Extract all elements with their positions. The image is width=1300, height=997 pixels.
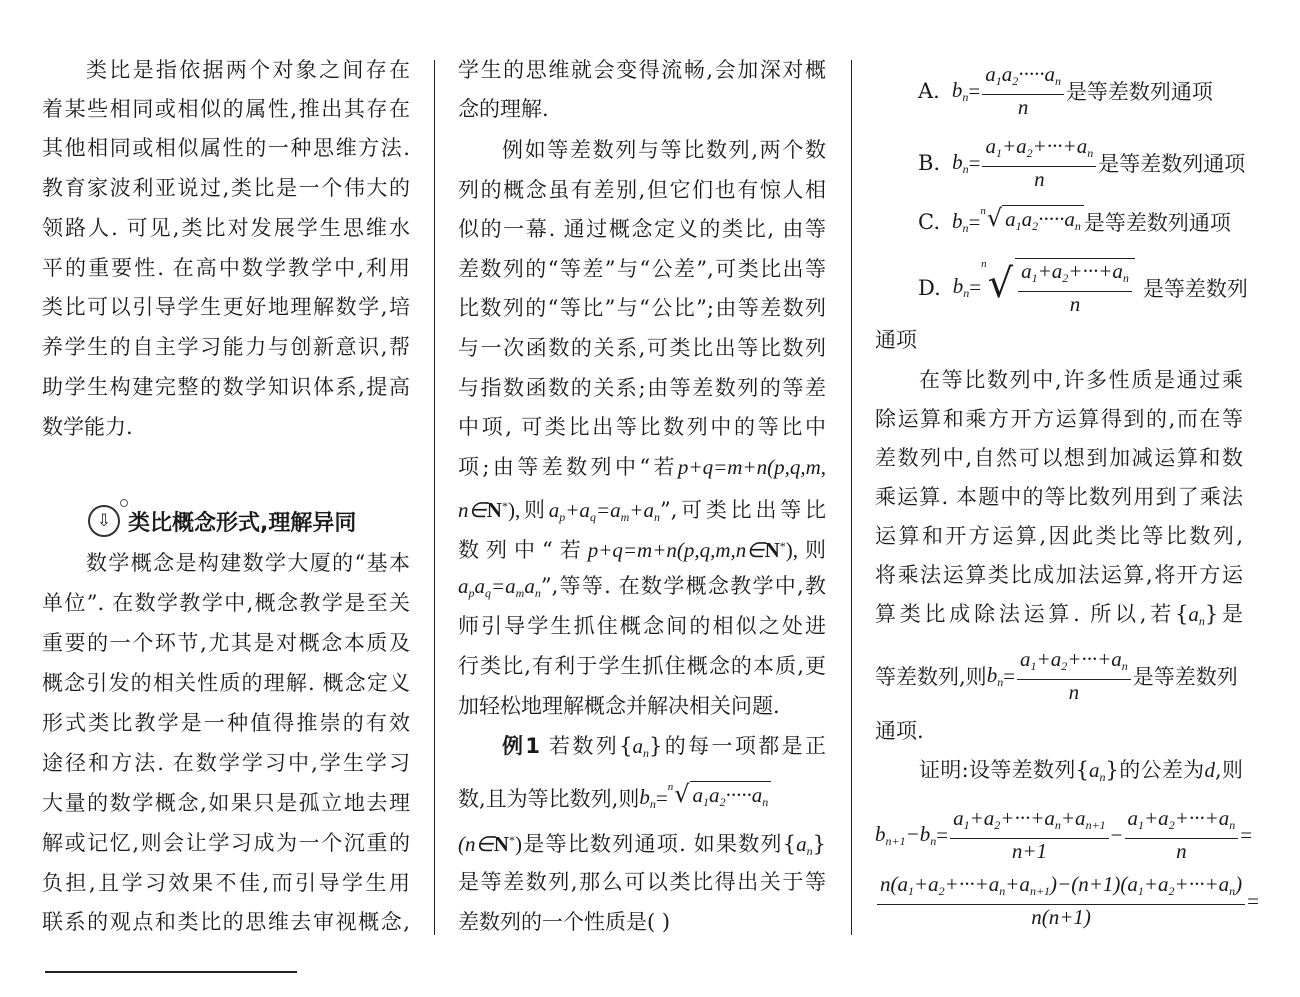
- math: N: [493, 832, 509, 856]
- text-line: 是等差数列,那么可以类比得出关于等: [458, 870, 826, 894]
- text-line: 类比可以引导学生更好地理解数学,培: [42, 295, 410, 319]
- radical-icon: √: [987, 261, 1014, 307]
- formula-line: [875, 872, 1259, 930]
- text-line: 师引导学生抓住概念间的相似之处进: [458, 614, 826, 638]
- text-line: [458, 821, 826, 860]
- text: 等差数列,则: [875, 665, 987, 689]
- math: $a_n$: [1089, 758, 1106, 784]
- math: p+q=m+n(p,q,m,: [677, 455, 826, 479]
- option-d[interactable]: [918, 258, 1248, 317]
- radical-icon: √: [674, 780, 690, 808]
- text: 算类比成除法运算. 所以,若{: [875, 602, 1189, 626]
- math: =: [655, 785, 668, 810]
- text-line: 类比是指依据两个对象之间存在: [86, 58, 410, 82]
- option-text: 是等差数列通项: [1098, 152, 1246, 176]
- nth-root: [980, 205, 1084, 239]
- math: N: [486, 498, 502, 522]
- denominator: n: [1034, 167, 1045, 191]
- text: }的公差为: [1105, 758, 1205, 782]
- option-label: C.: [918, 210, 940, 234]
- text-line: 运算和开方运算,因此类比等比数列,: [875, 524, 1243, 548]
- text-line: 单位”. 在数学教学中,概念教学是至关: [42, 591, 410, 615]
- math: (n∈: [458, 832, 494, 856]
- math: =: [968, 150, 981, 175]
- text: }: [812, 832, 826, 856]
- text-line: 其他相同或相似属性的一种思维方法.: [42, 136, 410, 160]
- nth-root: [981, 258, 1137, 317]
- text-line: 着某些相同或相似的属性,推出其存在: [42, 97, 410, 121]
- root-index: n: [980, 205, 986, 217]
- text-line: 乘运算. 本题中的等比数列用到了乘法: [875, 485, 1243, 509]
- fraction: [950, 806, 1109, 864]
- numerator: $a_1+a_2+\cdot\cdot\cdot+a_n$: [1125, 806, 1239, 839]
- denominator: n: [1068, 680, 1080, 704]
- text-line: 例如等差数列与等比数列,两个数: [502, 138, 826, 162]
- text-line: 在等比数列中,许多性质是通过乘: [919, 368, 1243, 392]
- option-c[interactable]: [918, 205, 1231, 239]
- text-line: [458, 487, 826, 526]
- text-line: 加轻松地理解概念并解决相关问题.: [458, 694, 780, 718]
- math: N: [764, 538, 780, 562]
- formula-line: [875, 806, 1252, 864]
- root-index: n: [667, 781, 674, 793]
- nth-root: [668, 781, 772, 815]
- text-line: 与指数函数的关系;由等差数列的等差: [458, 376, 826, 400]
- text-line: 大量的数学概念,如果只是孤立地去理: [42, 791, 410, 815]
- text: ”,可类比出等比: [659, 498, 826, 522]
- text-line: 重要的一个环节,尤其是对概念本质及: [42, 631, 410, 655]
- text: 数,且为等比数列,则: [458, 787, 640, 811]
- denominator: n: [1017, 95, 1029, 119]
- text-line: 将乘法运算类比成加法运算,将开方运: [875, 563, 1243, 587]
- option-label: D.: [918, 275, 941, 300]
- math: $b_{n+1}-b_n$: [875, 821, 937, 848]
- denominator: n+1: [1011, 839, 1047, 863]
- math: $b_n$: [951, 77, 969, 104]
- footnote-rule: [45, 971, 297, 973]
- numerator: $a_1+a_2+\cdot\cdot\cdot+a_n$: [982, 134, 1096, 167]
- section-heading-text: 类比概念形式,理解异同: [128, 510, 357, 536]
- math: $b_n$: [952, 208, 969, 235]
- text-line: 负担,且学习效果不佳,而引导学生用: [42, 871, 410, 895]
- fraction: [982, 62, 1064, 120]
- text-line: 念的理解.: [458, 97, 549, 121]
- text-line: 解或记忆,则会让学习成为一个沉重的: [42, 831, 410, 855]
- math: *): [508, 832, 522, 856]
- math: =: [1003, 663, 1016, 688]
- math: n∈: [458, 498, 487, 522]
- text: }是: [1204, 602, 1243, 626]
- text-line: 数学概念是构建数学大厦的“基本: [86, 551, 410, 575]
- root-index: n: [981, 258, 987, 270]
- denominator: n(n+1): [1031, 905, 1091, 929]
- text-line: 通项.: [875, 719, 924, 743]
- text-line: 助学生构建完整的数学知识体系,提高: [42, 375, 410, 399]
- denominator: n: [1176, 839, 1187, 863]
- option-label: A.: [918, 79, 940, 103]
- fraction: [1125, 806, 1239, 864]
- text-line: 中项, 可类比出等比数列中的等比中: [458, 415, 826, 439]
- math: $a_1a_2\cdot\cdot\cdot\cdot\cdot a_n$: [690, 781, 772, 815]
- column-divider: [851, 60, 852, 935]
- down-arrow-circle-icon: ⇩: [88, 505, 120, 537]
- math: $b_n$: [639, 784, 656, 811]
- math: *),则: [501, 498, 549, 522]
- numerator: $a_1+a_2+\cdot\cdot\cdot+a_n$: [1018, 259, 1132, 292]
- math: −: [1110, 822, 1123, 847]
- text-line: [875, 647, 1238, 705]
- text-line: 数学能力.: [42, 415, 133, 439]
- math: p+q=m+n(p,q,m,n∈: [587, 538, 765, 562]
- text-line: 差数列的“等差”与“公差”,可类比出等: [458, 257, 826, 281]
- text-line: [875, 751, 1243, 790]
- text-line: 列的概念虽有差别,但它们也有惊人相: [458, 178, 826, 202]
- example-line: [458, 727, 826, 766]
- denominator: n: [1069, 292, 1081, 316]
- text-line: 似的一幕. 通过概念定义的类比, 由等: [458, 217, 826, 241]
- math: =: [1247, 888, 1259, 913]
- text-line: 领路人. 可见,类比对发展学生思维水: [42, 216, 410, 240]
- text: 项;由等差数列中“若: [458, 455, 678, 479]
- example-label: 例1: [502, 734, 540, 758]
- text-line: [458, 448, 826, 487]
- math: $b_n$: [986, 662, 1004, 689]
- text-line: 概念引发的相关性质的理解. 概念定义: [42, 671, 410, 695]
- text-line: 除运算和乘方开方运算得到的,而在等: [875, 407, 1243, 431]
- text-line: 养学生的自主学习能力与创新意识,帮: [42, 335, 410, 359]
- fraction: [1015, 258, 1135, 317]
- math: =: [969, 275, 982, 299]
- numerator: $a_1+a_2+\cdot\cdot\cdot+a_n+a_{n+1}$: [950, 806, 1109, 839]
- text-line: 教育家波利亚说过,类比是一个伟大的: [42, 176, 410, 200]
- option-label: B.: [918, 151, 941, 175]
- text-line: 与一次函数的关系,可类比出等比数列: [458, 336, 826, 360]
- math: =: [936, 822, 949, 847]
- text-line: 比数列的“等比”与“公比”;由等差数列: [458, 296, 826, 320]
- text-line: [458, 778, 771, 818]
- text-line: 行类比,有利于学生抓住概念的本质,更: [458, 654, 826, 678]
- text-line: 形式类比教学是一种值得推崇的有效: [42, 711, 410, 735]
- fraction: [982, 134, 1096, 192]
- math: $a_n$: [796, 832, 813, 858]
- text-line: [458, 567, 826, 606]
- math: $a_pa_q=a_ma_n$: [458, 574, 541, 600]
- text-line: 学生的思维就会变得流畅,会加深对概: [458, 58, 826, 82]
- fraction: [1017, 647, 1131, 705]
- text: 数列中“若: [458, 538, 588, 562]
- numerator: $n(a_1+a_2+\cdot\cdot\cdot+a_n+a_{n+1})-(n+1)(a_1+a_2+\cdot\cdot\cdot+a_n)$: [877, 872, 1245, 905]
- text-line: [458, 527, 826, 566]
- math: $b_n$: [952, 149, 969, 176]
- math: *),则: [779, 538, 826, 562]
- math: =: [968, 78, 981, 103]
- math: $a_1a_2\cdot\cdot\cdot\cdot\cdot a_n$: [1002, 205, 1084, 239]
- option-a[interactable]: [918, 62, 1213, 120]
- text-line: [875, 595, 1243, 634]
- text-line: 联系的观点和类比的思维去审视概念,: [42, 910, 410, 934]
- text: 是等差数列: [1132, 665, 1238, 689]
- section-heading: [88, 502, 356, 540]
- text: ,则: [1214, 758, 1243, 782]
- radical-icon: √: [986, 204, 1003, 232]
- math: =: [1240, 822, 1253, 847]
- math: $a_p+a_q=a_m+a_n$: [548, 498, 660, 524]
- option-text: 是等差数列通项: [1065, 80, 1213, 104]
- text: }的每一项都是正: [649, 734, 826, 758]
- column-divider: [434, 60, 435, 935]
- fraction: [877, 872, 1245, 930]
- math: $a_n$: [632, 734, 650, 760]
- math: =: [968, 209, 981, 234]
- text: 是等比数列通项. 如果数列{: [521, 832, 797, 856]
- math: $b_n$: [952, 274, 970, 300]
- text-line: 通项: [875, 328, 917, 352]
- text-line: 途径和方法. 在数学学习中,学生学习: [42, 751, 410, 775]
- numerator: $a_1+a_2+\cdot\cdot\cdot+a_n$: [1017, 647, 1131, 680]
- numerator: $a_1a_2\cdot\cdot\cdot\cdot\cdot a_n$: [982, 62, 1064, 95]
- text-line: 差数列的一个性质是( ): [458, 910, 671, 934]
- math: d: [1204, 758, 1215, 782]
- text: 证明:设等差数列{: [919, 758, 1090, 782]
- option-text: 是等差数列: [1142, 276, 1248, 301]
- math: $a_n$: [1188, 602, 1205, 628]
- option-b[interactable]: [918, 134, 1245, 192]
- text: 若数列{: [549, 734, 633, 758]
- option-text: 是等差数列通项: [1083, 211, 1231, 235]
- text: ”,等等. 在数学概念教学中,教: [540, 574, 826, 598]
- text-line: 差数列中,自然可以想到加减运算和数: [875, 446, 1243, 470]
- text-line: 平的重要性. 在高中数学教学中,利用: [42, 256, 410, 280]
